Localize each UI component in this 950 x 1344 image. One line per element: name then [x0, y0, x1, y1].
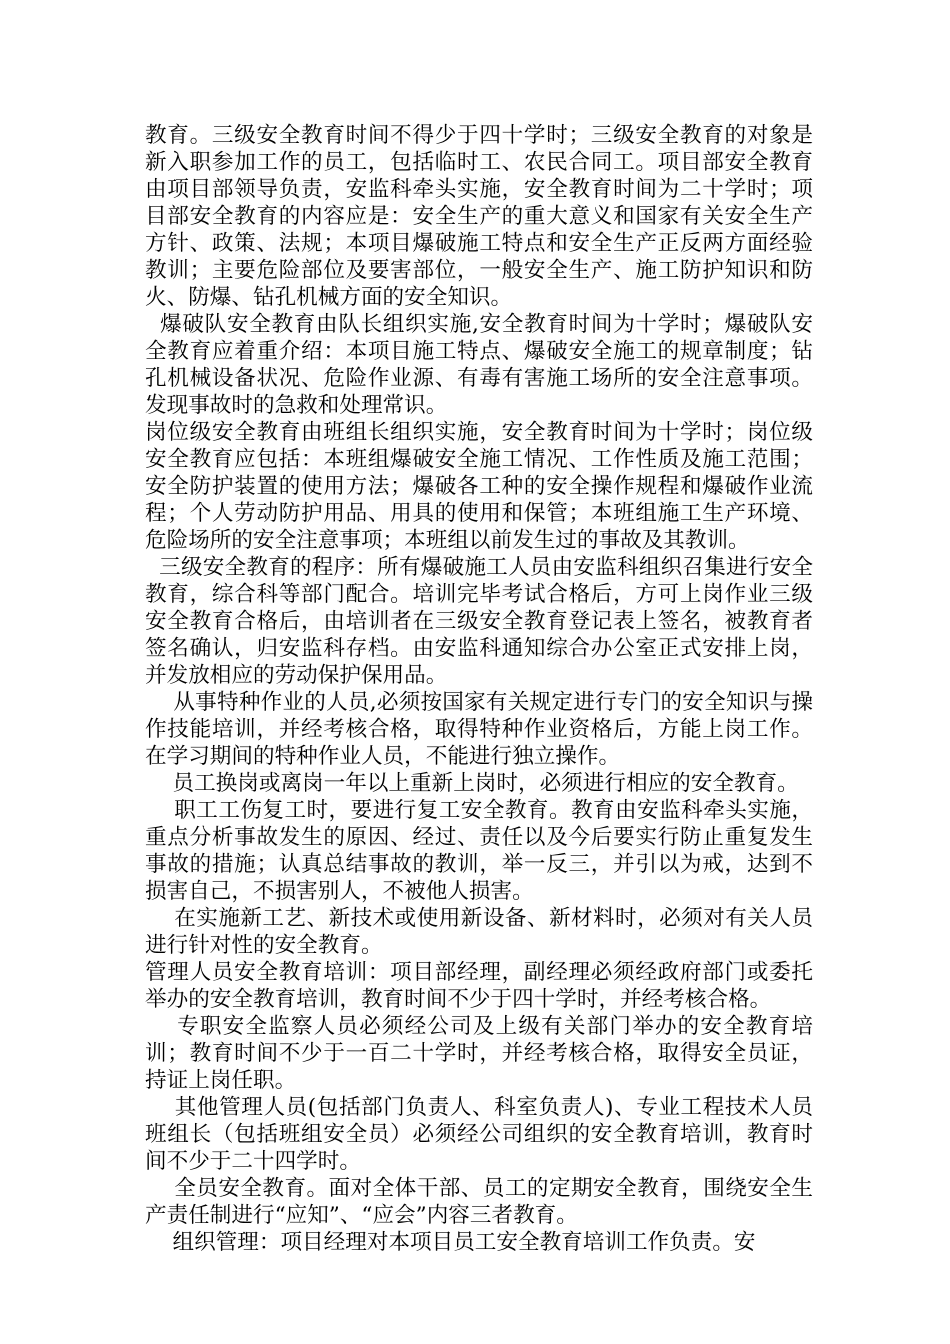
paragraph-11: 其他管理人员(包括部门负责人、科室负责人)、专业工程技术人员班组长（包括班组安全员）必须经公司组织的安全教育培训，教育时间不少于二十四学时。 [145, 1095, 813, 1174]
paragraph-4: 三级安全教育的程序：所有爆破施工人员由安监科组织召集进行安全教育，综合科等部门配合。培训完毕考试合格后，方可上岗作业三级安全教育合格后，由培训者在三级安全教育登记表上签名，被教育者签名确认，归安监科存档。由安监科通知综合办公室正式安排上岗，并发放相应的劳动保护保用品。 [145, 555, 813, 688]
paragraph-5: 从事特种作业的人员,必须按国家有关规定进行专门的安全知识与操作技能培训，并经考核合格，取得特种作业资格后，方能上岗工作。在学习期间的特种作业人员，不能进行独立操作。 [145, 690, 813, 769]
paragraph-3: 岗位级安全教育由班组长组织实施，安全教育时间为十学时；岗位级安全教育应包括：本班组爆破安全施工情况、工作性质及施工范围；安全防护装置的使用方法；爆破各工种的安全操作规程和爆破作业流程；个人劳动防护用品、用具的使用和保管；本班组施工生产环境、危险场所的安全注意事项；本班组以前发生过的事故及其教训。 [145, 420, 813, 553]
paragraph-2: 爆破队安全教育由队长组织实施,安全教育时间为十学时；爆破队安全教育应着重介绍：本项目施工特点、爆破安全施工的规章制度；钻孔机械设备状况、危险作业源、有毒有害施工场所的安全注意事项。发现事故时的急救和处理常识。 [145, 312, 813, 418]
paragraph-8: 在实施新工艺、新技术或使用新设备、新材料时，必须对有关人员进行针对性的安全教育。 [145, 906, 813, 958]
paragraph-9: 管理人员安全教育培训：项目部经理，副经理必须经政府部门或委托举办的安全教育培训，教育时间不少于四十学时，并经考核合格。 [145, 960, 813, 1012]
paragraph-6: 员工换岗或离岗一年以上重新上岗时，必须进行相应的安全教育。 [145, 771, 799, 796]
paragraph-12: 全员安全教育。面对全体干部、员工的定期安全教育，围绕安全生产责任制进行“应知”、“应会”内容三者教育。 [145, 1176, 813, 1228]
paragraph-13: 组织管理：项目经理对本项目员工安全教育培训工作负责。安 [145, 1230, 756, 1255]
paragraph-7: 职工工伤复工时，要进行复工安全教育。教育由安监科牵头实施，重点分析事故发生的原因、经过、责任以及今后要实行防止重复发生事故的措施；认真总结事故的教训，举一反三，并引以为戒，达到不损害自己，不损害别人，不被他人损害。 [145, 798, 813, 904]
document-body [145, 122, 813, 1256]
paragraph-1: 教育。三级安全教育时间不得少于四十学时；三级安全教育的对象是新入职参加工作的员工，包括临时工、农民合同工。项目部安全教育由项目部领导负责，安监科牵头实施，安全教育时间为二十学时；项目部安全教育的内容应是：安全生产的重大意义和国家有关安全生产方针、政策、法规；本项目爆破施工特点和安全生产正反两方面经验教训；主要危险部位及要害部位，一般安全生产、施工防护知识和防火、防爆、钻孔机械方面的安全知识。 [145, 123, 813, 310]
paragraph-10: 专职安全监察人员必须经公司及上级有关部门举办的安全教育培训；教育时间不少于一百二十学时，并经考核合格，取得安全员证，持证上岗任职。 [145, 1014, 813, 1093]
